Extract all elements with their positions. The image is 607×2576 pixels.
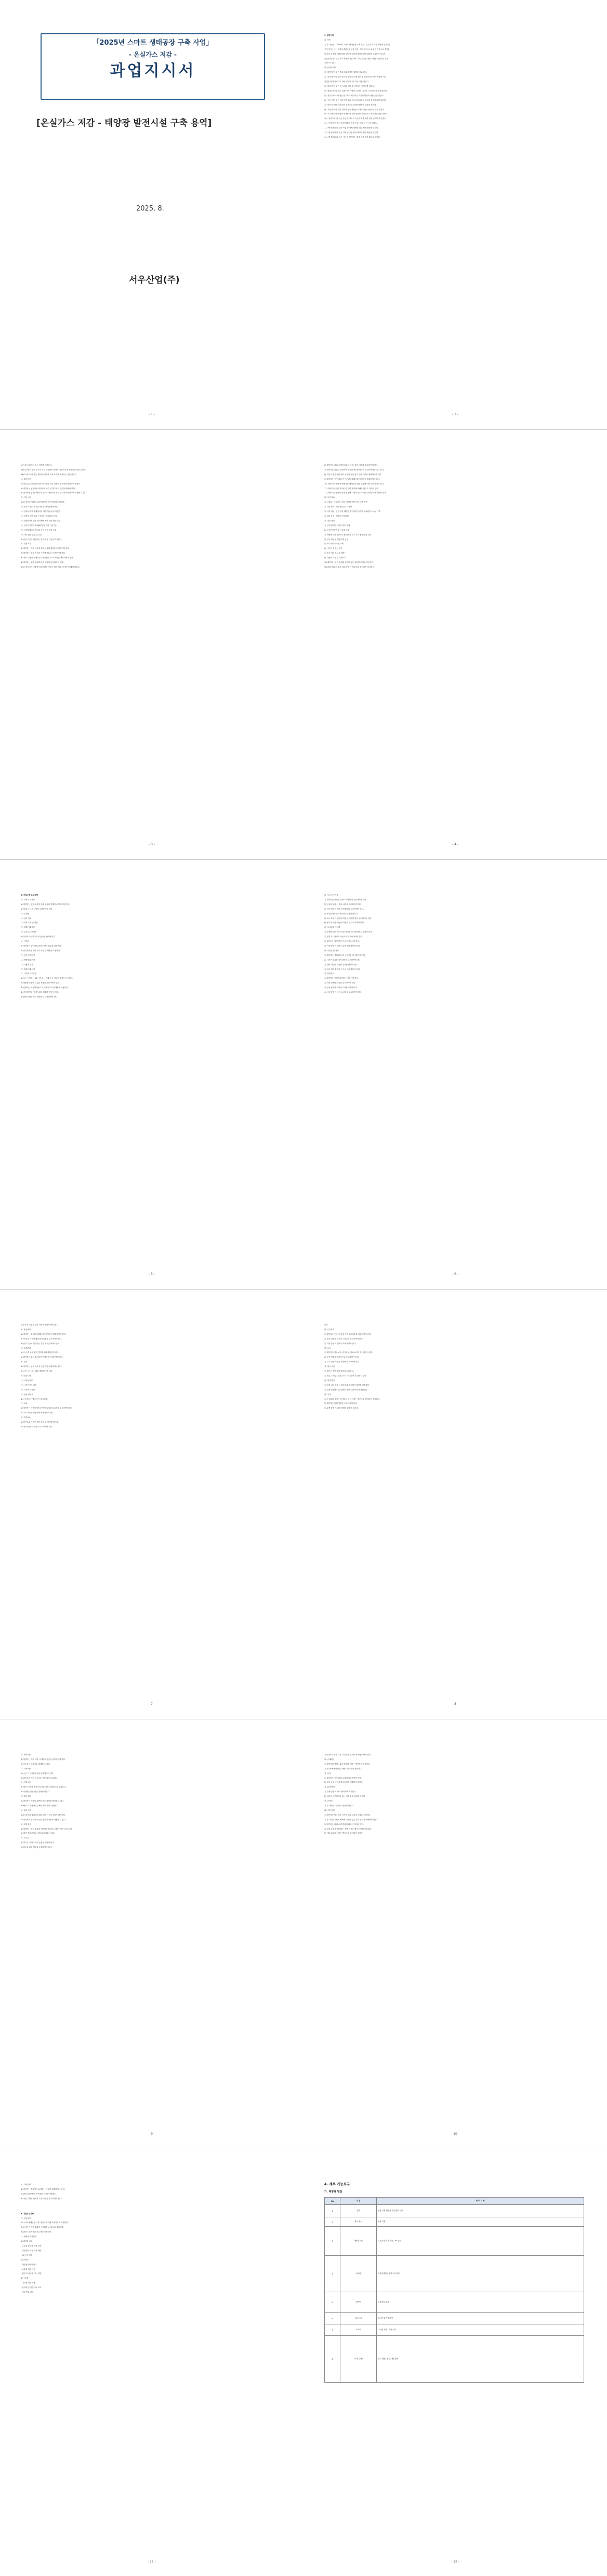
text-line: 2) 지체상금률은 관련 법령에 따른다. (21, 1791, 50, 1793)
text-line: 3) 분쟁 발생 시 관할 법원의 판결에 따른다. (324, 1407, 359, 1410)
text-line: 5) 모니터링 시스템 구축 (324, 543, 344, 545)
page-body (21, 463, 281, 570)
text-line: 2) 제3자에게 발생한 손해도 계약자가 책임진다. (324, 1767, 362, 1770)
text-line: 다. 지체상금 (21, 1781, 31, 1784)
page-5 (0, 860, 304, 1289)
text-line: 2) 인버터 (21, 2258, 29, 2261)
text-line: 1) 하자보수 기간은 관련 법령 및 계약에 따른다. (21, 1421, 59, 1424)
text-line: 1) 계약자는 과업 수행 중 알게 된 정보를 누설하여서는 아니 된다. (21, 1828, 73, 1830)
text-line: 1) 착수일로부터 준공일까지로 하며, 세부 일정은 발주자와 협의하여 정한다. (21, 482, 81, 485)
table-row (325, 2313, 584, 2324)
column-header: 세 부 사 항 (377, 2198, 584, 2205)
text-line: 1) 과업 내용 변경 시 발주자와 협의하여 계약을 변경한다. (324, 1384, 370, 1386)
text-line: 3) 관련 기술기준을 준수하여 시공한다. (21, 2231, 52, 2233)
text-line: 2) 구조물 설치 시 방수 처리에 유의하여야 한다. (324, 903, 362, 905)
spec-table (324, 2197, 584, 2383)
text-line: 라) 기자재 보증서 (21, 1388, 35, 1391)
text-line: 6) 공사 중 공장 가동에 지장이 없도록 하여야 한다. (324, 922, 364, 924)
text-line: 1) 본 과업지시서에 명시되지 않은 사항은 발주자와 협의하여 결정한다. (324, 1398, 380, 1400)
text-line: 2) 보험 증권 사본을 발주자에게 제출하여야 한다. (324, 1781, 363, 1784)
text-line: 2) 계약 종료 후에도 비밀 유지 의무가 있다. (21, 1832, 55, 1835)
row-category: 인버터 (340, 2256, 377, 2292)
text-line: 하. 보고 (324, 1347, 331, 1349)
text-line: 1) 계약자는 설치 완료 후 시운전을 실시하여야 한다. (324, 954, 366, 956)
text-line: 3) 천재지변 등 불가항력의 사유로 지연되는 경우 발주자와 협의하여 조정할 수 있다. (21, 492, 87, 494)
row-category: 모니터링 (340, 2313, 377, 2324)
text-line: 3) 전기 배선은 관련 기준에 따라 시공하여야 한다. (324, 908, 364, 910)
text-line: 2) 온실가스 저감 효과를 극대화할 수 있도록 설계한다. (21, 2226, 64, 2229)
text-line: 나. 인허가 (21, 940, 29, 943)
table-title: 가. 태양광 발전 (324, 2190, 342, 2193)
text-line: 2) 태양광 모듈은 고효율 제품을 사용하여야 한다. (21, 982, 60, 984)
text-line: 구축 용역」에 「스마트생태공장 구축 사업」이에 한다.)으로 관련 기준으로 충족함 (324, 48, 390, 50)
column-header: No (325, 2198, 340, 2205)
text-line: 다) 사용전검사 필증 (21, 1384, 37, 1386)
text-line: - 지붕 방수 처리 (21, 2291, 34, 2294)
text-line: 1) 계약자는 공사 관련 보험에 가입하여야 한다. (324, 1777, 362, 1779)
text-line: 2) 하자보증 기간 내 하자는 계약자가 보수한다. (21, 1777, 58, 1779)
text-line: 1) 본 과업은 아래의 관련 법령 및 기준에 따라 수행한다. (21, 501, 65, 504)
text-line: 가) 준공도면 (21, 1374, 31, 1377)
page-body (324, 463, 584, 570)
row-detail: 실시간 발전량 확인 (377, 2313, 584, 2324)
text-line: 1) 준공 시 하자보증금을 납부하여야 한다. (21, 1772, 54, 1775)
text-line: 3) 설계도서는 발주자의 승인을 받아야 한다. (21, 936, 56, 938)
table-row (325, 2336, 584, 2383)
cover-project-name: [온실가스 저감 - 태양광 발전시설 구축 용역] (36, 118, 212, 128)
page-body (21, 2183, 281, 2295)
text-line: 1) 계약자는 공사 완료 후 준공계를 제출하여야 한다. (21, 1365, 62, 1368)
page-2 (304, 0, 607, 429)
page-number: - 6 - (452, 1272, 458, 1276)
text-line: 1) 본 계약은 대한민국 법률에 따른다. (324, 1804, 354, 1807)
text-line: 5) 불량 자재는 즉시 반출하고 교체하여야 한다. (21, 995, 58, 998)
text-line: 2) 본 과업지시서의 해석에 이견이 있는 경우 발주자의 해석에 따른다. (324, 1818, 379, 1821)
text-line: 7) 계약자는 과업과 관련하여 취득한 정보를 외부에 누설하여서는 아니 된다. (324, 468, 385, 471)
cover-title: 과업지시서 (110, 62, 196, 80)
text-line: 12) 계약자는 공사 중 공장 운영에 지장이 없도록 작업 일정을 조정하여야 한다. (324, 492, 387, 494)
text-line: 7) 준공 서류 작성 및 제출 (324, 552, 345, 555)
row-number: 6 (325, 2313, 340, 2324)
table-row (325, 2227, 584, 2256)
row-number: 8 (325, 2336, 340, 2383)
text-line: 3) 고장 발생 시 신속히 조치하여야 한다. (324, 1342, 357, 1345)
text-line: 바) 신재생에너지 설비의 지원 등에 관한 지침 (21, 529, 57, 531)
text-line: 나. 태양광 발전설비 (21, 2236, 37, 2238)
text-line: 유지관리를 위한 교육, 기술지원 및 자료를 제공하여야 한다. (324, 1754, 372, 1756)
text-line: 1) 실시설계 및 인허가 업무 일체 (324, 524, 350, 527)
text-line: 1) "계약자"라 함은 발주자와 계약을 체결한 자로 한다. (324, 71, 367, 74)
text-line: - 고효율 단결정 모듈 사용 (21, 2244, 42, 2247)
text-line: 차. 분쟁 해결 (324, 1786, 335, 1789)
row-number: 7 (325, 2324, 340, 2336)
text-line: 나. 하자보증 (21, 1767, 31, 1770)
text-line: 1) 발전량, 설비 상태 등을 실시간으로 확인할 수 있어야 한다. (324, 931, 373, 934)
text-line: 3) "관리자"라 함은 본 사업의 현장을 담당하는 책임자를 말한다. (324, 85, 375, 87)
page-number: - 9 - (149, 2132, 155, 2136)
section-heading: 2. 사업수행 요구사항 (21, 894, 38, 896)
row-detail: 공장 지붕 (377, 2217, 584, 2227)
text-line: 3) 품질 기준에 미달하는 경우 재시공하여야 한다. (21, 1342, 60, 1345)
row-category: 총괄 (340, 2205, 377, 2217)
text-line: 사. 안전관리 (324, 972, 334, 975)
text-line: 3) 준공검사는 발주자가 실시한다. (21, 1398, 48, 1400)
page-11 (0, 2149, 304, 2576)
text-line: 9) "모니터링"이라 함은 발전량 및 설비 상태를 실시간으로 확인하는 것을 말한다. (324, 113, 388, 115)
text-line: 12) "안전관리"라 함은 작업 중 재해 예방을 위한 제반 활동을 말한다. (324, 127, 379, 129)
page-number: - 10 - (451, 2132, 459, 2136)
text-line: 3) 사업 내용 : 공장 지붕 태양광 발전설비 설치 및 모니터링 시스템 구축 (324, 510, 381, 513)
page-number: - 3 - (149, 843, 155, 846)
text-line: 2) 폐기물은 분리 수거하여 적법하게 처리하여야 한다. (21, 1356, 63, 1359)
text-line: 바. 사업 개요 (324, 496, 335, 499)
text-line: 14) "환경관리"라 함은 시공 중 발생하는 환경 영향 저감 활동을 말한다. (324, 136, 380, 138)
row-category: 태양광모듈 (340, 2227, 377, 2256)
text-line: 바. 시운전 및 검사 (324, 949, 339, 952)
text-line: 2) 시운전 결과를 감독관에게 보고하여야 한다. (324, 958, 361, 961)
text-line: 2) 선금, 기성금, 준공금으로 구분하여 지급할 수 있다. (324, 1374, 367, 1377)
row-number: 4 (325, 2256, 340, 2292)
row-detail: 계통연계형 / 원격 모니터링 (377, 2256, 584, 2292)
page-3 (0, 430, 304, 859)
text-line: 가) 전기사업법, 전기공사업법, 전기안전관리법 (21, 506, 58, 508)
text-line: 8) 사용자 교육 및 하자보수 (324, 557, 346, 559)
text-line: 5) 기타 필요한 사항은 발주자와 협의하여 정한다. (324, 1832, 363, 1835)
text-line: 4) 설치 용량 : 설계도서에 의함 (324, 515, 349, 517)
text-line: 다. 기자재 요구사항 (21, 972, 37, 975)
text-line: 3) 안전 장비를 비치하고 착용하여야 한다. (324, 987, 358, 989)
page-8 (304, 1290, 607, 1719)
text-line: 1) 계약자는 준공 후 일정 기간 유지보수를 지원하여야 한다. (324, 1333, 372, 1335)
page-body (324, 1753, 584, 1836)
text-line: 가. 목적 (324, 38, 331, 41)
text-line: 효율을 높이고 온실가스 배출을 저감하여, 지속 가능한 생산 기반을 마련하는 것을 (324, 57, 388, 60)
page-number: - 11 - (148, 2560, 156, 2564)
row-detail: 공장 지붕 태양광 발전설비 구축 (377, 2205, 584, 2217)
text-line: 1) 계약 기간 내 준공하지 못한 경우 지체상금을 부과한다. (21, 1786, 67, 1789)
text-line: 3) 과업 수행에 필요한 모든 사항을 준수하여야 한다. (21, 2197, 62, 2200)
text-line: 차. 준공 (21, 1361, 28, 1363)
text-line: 5) 본 과업지시서에 명시되지 않은 사항은 관계 법령 및 일반 관례에 따른다. (21, 566, 80, 568)
text-line: 3) 관련 기관의 사용전 검사를 받아야 한다. (324, 963, 358, 966)
text-line: 2) 작업 전 안전교육을 실시하여야 한다. (324, 982, 356, 984)
text-line: 업체 또는 기술자 등의 자료를 제출하여야 한다. (21, 1324, 58, 1326)
text-line: 5) 고소 작업 시 안전대 착용 등 안전수칙을 준수하여야 한다. (324, 917, 372, 919)
text-line: - 풍하중 및 적설하중 고려 (21, 2286, 42, 2289)
text-line: 아. 품질관리 (21, 1328, 31, 1331)
text-line: 2) 보증금은 보증서로 대체할 수 있다. (21, 1763, 50, 1765)
text-line: 마. 모니터링 시스템 (324, 926, 340, 929)
text-line: 2) 계약자는 공정표를 작성하여 착수 전 발주자의 승인을 받아야 한다. (21, 487, 75, 490)
text-line: 2) 계약자는 발주자의 승인 없이 결과물을 사용할 수 없다. (21, 1818, 67, 1821)
text-line: 3) 인버터는 계통연계형으로 효율이 우수한 제품을 사용한다. (21, 987, 69, 989)
text-line: 가) 일사량 (21, 912, 29, 915)
text-line: 4) 이상 발생 시 알림 기능을 제공하여야 한다. (324, 944, 361, 947)
text-line: 4) 접지공사는 한국전기설비규정에 따른다. (324, 912, 358, 915)
text-line: 1) 본 사업은 「2025년 스마트 생태공장 구축 사업 - 온실가스 저감-태양광 발전시설 (324, 43, 391, 46)
text-line: 2) 관련 법령 변경 시 변경된 기준을 적용한다. (21, 2192, 57, 2195)
text-line: 4) 기자재 반입 시 감독관의 검수를 받아야 한다. (21, 991, 59, 994)
text-line: 10) "유지보수"라 함은 준공 후 설비의 기능 유지를 위한 점검 및 보수를 말한다. (324, 117, 387, 120)
text-line: 2) 하도급 관련 법령을 준수하여야 한다. (21, 1846, 52, 1849)
text-line: 1) 계약자는 안전관리자를 선임하여야 한다. (324, 977, 359, 980)
text-line: 2) 준공 시 다음 서류를 제출하여야 한다. (21, 1370, 53, 1373)
table-header-row (325, 2198, 584, 2205)
text-line: 카. 교육 (21, 1402, 28, 1405)
text-line: 1) 계약자는 현장 조사를 통해 최적의 설계를 수행하여야 한다. (21, 903, 70, 905)
text-line: 바. 비밀 유지 (21, 1823, 31, 1825)
table-row (325, 2205, 584, 2217)
text-line: 2) "감독관"이라 함은 공사의 품질 및 안전 관리를 위하여 발주자가 지정한 자로 (324, 76, 387, 78)
page-number: - 8 - (452, 1702, 458, 1706)
text-line: 11) "인허가"라 함은 관련 법령에 따른 신고, 허가, 승인 등을 말한다. (324, 122, 378, 125)
text-line: 2) 계약자는 현장 여건을 사전에 충분히 조사하여야 한다. (21, 552, 66, 555)
text-line: 1) 계약자는 발전사업 관련 인허가 업무를 대행한다. (21, 944, 62, 947)
text-line: 자. 보험 (324, 1772, 331, 1775)
text-line: 7) "하자"라 함은 시공상의 잘못으로 인하여 발생한 결함을 말한다. (324, 103, 377, 106)
text-line: 1) 계약자의 귀책사유로 발생한 손해는 계약자가 배상한다. (324, 1763, 371, 1765)
text-line: 마. 기타사항 (21, 2184, 31, 2186)
text-line: 사. 하도급 (21, 1837, 29, 1839)
text-line: 목적으로 한다. (324, 62, 336, 64)
section-heading: 4. 세부 기능요구 (324, 2182, 350, 2186)
text-line: 2) 사업 장소 : 서우산업(주) 사업장 (324, 506, 352, 508)
text-line: 더. 기타 (324, 1393, 331, 1396)
text-line: 카. 준거법 (324, 1800, 333, 1803)
page-body (324, 33, 584, 140)
text-line: 라. 계약 해지 (21, 1795, 31, 1798)
page-4 (304, 430, 607, 859)
text-line: 가) 계약자는 과업 범위에 포함된 모든 업무를 수행하여야 한다. (324, 561, 374, 564)
text-line: 1) 계약자가 계약을 위반한 경우 계약을 해지할 수 있다. (21, 1800, 64, 1803)
text-line: 1) 계약자는 발주자의 지시에 따라 성실히 과업을 수행한다. (324, 1813, 371, 1816)
text-line: 4) 검사 결과 불합격 시 즉시 보완하여야 한다. (324, 968, 361, 970)
spacer (21, 2201, 281, 2212)
text-line: 2) 해지 시 발생하는 손해는 계약자가 부담한다. (21, 1804, 58, 1807)
page-number: - 1 - (149, 413, 155, 416)
text-line: 타. 기타 사항 (324, 1809, 335, 1811)
text-line: - 고효율 제품 사용 (21, 2268, 35, 2270)
text-line: 다) 건축법, 건축물의 구조기준 등에 관한 규칙 (21, 515, 57, 517)
table-row (325, 2324, 584, 2336)
text-line: 2) 구조안전진단 및 구조물 보강 (324, 529, 350, 531)
text-line: 2) 교육 자료를 작성하여 제공하여야 한다. (21, 1412, 54, 1414)
page-body (21, 1323, 281, 1429)
text-line: - KS 인증 제품 (21, 2254, 33, 2256)
text-line: 자. 환경관리 (21, 1347, 31, 1349)
page-body (21, 893, 281, 1000)
page-body (324, 893, 584, 995)
text-line: 거. 대금 지급 (324, 1365, 335, 1368)
text-line: 가) 전기사업 허가 (21, 954, 35, 956)
text-line: 나) 과업 범위 외 추가 업무 발생 시 발주자와 협의하여 처리한다. (324, 566, 375, 568)
text-line: 타. 하자보수 (21, 1416, 31, 1419)
row-detail: 전기 배선, 접지, 계통연계 (377, 2336, 584, 2383)
text-line: 2) 정기 점검을 실시하고 결과를 보고하여야 한다. (324, 1337, 363, 1340)
row-number: 2 (325, 2217, 340, 2227)
text-line: 4) "설계도서"라 함은 설계도면, 시방서, 공사비 내역서, 구조계산서 등을 말한다. (324, 89, 388, 92)
text-line: 1) 분쟁 발생 시 상호 협의하여 해결한다. (324, 1791, 357, 1793)
text-line: 아. 손해배상 (324, 1758, 334, 1760)
row-category: 설치 위치 (340, 2217, 377, 2227)
row-number: 3 (325, 2227, 340, 2256)
text-line: 2) 협의가 이루어지지 않는 경우 관할 법원에 따른다. (324, 1795, 366, 1798)
text-line: 4) 계약자는 관계 법령에 따른 보험에 가입하여야 한다. (21, 561, 64, 564)
section-heading: 1. 일반사항 (324, 34, 334, 36)
text-line: 1) 하도급 시 발주자의 승인을 받아야 한다. (21, 1842, 55, 1844)
row-detail: 고효율 단결정 모듈 / KS 인증 (377, 2227, 584, 2256)
cover-date: 2025. 8. (136, 205, 164, 213)
table-row (325, 2292, 584, 2313)
text-line: 3) 데이터는 일정 기간 이상 저장되어야 한다. (324, 940, 360, 943)
text-line: 다) 사용전 검사 (21, 963, 33, 966)
text-line: 16) "보증"이라 함은 계약의 이행 및 하자 보수를 보장하는 것을 말한다. (21, 473, 77, 476)
text-line: 및 제조 공정의 친환경화를 위하여 설비에 태양광 발전설비를 도입하여 에너지 (324, 52, 386, 55)
text-line: 라) 계통연계 조건 (21, 926, 35, 929)
page-number: - 2 - (452, 413, 458, 416)
text-line: 3) 과업 수행 중 발생하는 모든 안전사고의 책임은 계약자에게 있다. (21, 557, 74, 559)
page-body (21, 1753, 281, 1850)
text-line: 2) 하자 발생 시 신속히 보수하여야 한다. (21, 1425, 53, 1428)
text-line: 3) 태양광 모듈, 인버터, 접속반 등 주요 기자재 공급 및 설치 (324, 533, 372, 536)
page-7 (0, 1290, 304, 1719)
text-line: 한다. (324, 1324, 328, 1326)
text-line: 1) 계약자는 착수보고, 중간보고, 완료보고를 실시하여야 한다. (324, 1351, 373, 1354)
text-line: 3) 주요 변경 사항은 사전에 보고하여야 한다. (324, 1361, 360, 1363)
text-line: 라) 산업안전보건법, 중대재해 처벌 등에 관한 법률 (21, 519, 61, 522)
text-line: 마) 운영 매뉴얼 (21, 1393, 33, 1396)
text-line: 마) 유지보수 편의성 (21, 931, 37, 934)
section-heading: 3. 기술요구사항 (21, 2212, 34, 2215)
text-line: - 내식성 재질 사용 (21, 2282, 35, 2284)
page-10 (304, 1719, 607, 2149)
text-line: 1) 공사 중 소음, 분진 발생을 최소화하여야 한다. (21, 1351, 59, 1354)
text-line: 10) 계약자는 공사 중 발생하는 폐기물을 관련 법령에 따라 처리하여야 한다. (324, 482, 384, 485)
text-line: 가. 설계 요구사항 (21, 898, 35, 901)
text-line: 2) 계약자는 관련 법령을 준수하여야 한다. (324, 1402, 358, 1405)
text-line: - 계통연계형 인버터 (21, 2263, 37, 2266)
text-line: 1) 계약자는 계약 체결 시 계약보증금을 납부하여야 한다. (21, 1758, 66, 1760)
text-line: 1) 계약자는 승인된 설계도서에 따라 시공하여야 한다. (324, 898, 367, 901)
text-line: 나) 시험성적서 (21, 1379, 33, 1382)
text-line: 11) 계약자는 인접 시설물 및 주변 환경에 피해가 없도록 하여야 한다. (324, 487, 379, 490)
row-category: 접속반 (340, 2292, 377, 2313)
row-detail: 보호장치 내장 (377, 2292, 584, 2313)
page-number: - 4 - (452, 843, 458, 846)
text-line: 6) 계약자는 과업 수행에 필요한 인력, 장비, 자재를 확보하여야 한다. (324, 464, 378, 466)
text-line: 13) "품질관리"라 함은 자재 및 시공 품질 확보를 위한 활동을 말한다. (324, 132, 379, 134)
text-line: 1) 계약자는 품질관리계획서를 작성하여 제출하여야 한다. (21, 1333, 67, 1335)
text-line: 마. 권리 귀속 (21, 1809, 31, 1811)
text-line: 1) 본 과업의 결과물에 대한 권리는 발주자에게 귀속된다. (21, 1813, 66, 1816)
cover-title-box (41, 33, 265, 100)
text-line: 나) 신에너지 및 재생에너지 개발·이용·보급 촉진법 (21, 510, 61, 513)
text-line: 라. 시공 요구사항 (324, 894, 338, 896)
page-body (324, 1323, 584, 1411)
text-line: 15) "검사"라 함은 발주자 또는 감독관이 계약의 이행 여부를 확인하는 것을 말한다. (21, 468, 86, 471)
text-line: 2) 설계 시 다음 사항을 고려하여야 한다. (21, 908, 53, 910)
page-number: - 12 - (451, 2560, 459, 2564)
text-line: 사. 과업 범위 (324, 519, 335, 522)
row-number: 5 (325, 2292, 340, 2313)
text-line: 2) 자재 및 시공에 대한 품질시험을 실시하여야 한다. (21, 1337, 62, 1340)
text-line: 마. 일반 조건 (21, 543, 31, 545)
cover-line-2: - 온실가스 저감 - (128, 51, 177, 58)
page-9 (0, 1719, 304, 2149)
text-line: 1) 계약자는 계약 내용에 따라 성실히 과업을 수행하여야 한다. (21, 547, 70, 550)
text-line: 파. 유지보수 (324, 1328, 334, 1331)
text-line: 1) 스마트생태공장 구축 사업의 취지에 부합하도록 수행한다. (21, 2222, 69, 2224)
text-line: 가. 공통사항 (21, 2217, 31, 2219)
text-line: 2) 공정 현황을 정기적으로 보고하여야 한다. (324, 1356, 360, 1359)
text-line: 너. 계약 변경 (324, 1379, 335, 1382)
text-line: 4) 사고 발생 시 즉시 보고하고 조치하여야 한다. (324, 991, 362, 994)
text-line: 라) 계통연계 신청 (21, 968, 35, 970)
text-line: 1) 모든 기자재는 KS 인증 또는 이와 동등 이상의 제품을 사용한다. (21, 977, 73, 980)
text-line: 1) 태양광 모듈 (21, 2240, 33, 2243)
text-line: 2) 설계 변경에 따른 비용은 관련 기준에 따라 정산한다. (324, 1388, 368, 1391)
text-line: 나) 개발행위 허가 (21, 958, 35, 961)
text-line: 패키 및 공급체의 모든 전후를 의미한다. (21, 464, 52, 466)
text-line: 4) 과업 수행 중 발생하는 제반 비용은 계약 금액에 포함된다. (324, 1828, 372, 1830)
text-line: - 변환효율 기준 이상 제품 (21, 2249, 42, 2252)
text-line: 8) "시운전"이라 함은 설비의 성능 확인을 위하여 정상 가동하는 것을 말한다. (324, 108, 385, 111)
page-1 (0, 0, 304, 429)
text-line: 3) 구조물 (21, 2277, 29, 2280)
page-number: - 7 - (149, 1702, 155, 1706)
row-category: 구조물 (340, 2324, 377, 2336)
row-number: 1 (325, 2205, 340, 2217)
text-line: 다) 지붕 구조 및 하중 (21, 922, 38, 924)
text-line: 가. 계약보증 (21, 1754, 31, 1756)
text-line: 나. 용어의 정의 (324, 67, 337, 69)
text-line: 4) 전기 배선 및 계통연계 공사 (324, 538, 348, 541)
text-line: 1) 대금은 계약 조건에 따라 지급한다. (324, 1370, 354, 1373)
text-line: 9) 계약자는 공사 착수 전 안전관리계획서를 작성하여 제출하여야 한다. (324, 478, 380, 480)
text-line: 2) 관련 기준이 변경되는 경우 최신 기준을 적용한다. (21, 538, 62, 541)
table-row (325, 2256, 584, 2292)
cover-line-1: 「2025년 스마트 생태공장 구축 사업」 (93, 39, 213, 47)
text-line: 1) 사업명 : 온실가스 저감 - 태양광 발전시설 구축 용역 (324, 501, 367, 504)
column-header: 구 분 (340, 2198, 377, 2205)
text-line: 1) 계약자는 사용자에게 운영 및 유지관리 교육을 실시하여야 한다. (21, 1407, 73, 1410)
text-line: 라. 적용 기준 (21, 496, 31, 499)
page-6 (304, 860, 607, 1289)
page-number: - 5 - (149, 1272, 155, 1276)
text-line: 8) 과업 수행 중 발주자의 요청이 있을 경우 관련 자료를 제출하여야 한다. (324, 473, 382, 476)
text-line: 나) 음영 영향 (21, 917, 32, 919)
row-category: 기타(부대) (340, 2336, 377, 2383)
text-line: 다. 계약기간 (21, 478, 31, 480)
text-line: 6) 시운전 및 성능 검증 (324, 547, 342, 550)
text-line: 사) 기타 관련 법령 및 기준 (21, 533, 42, 536)
cover-organization: 서우산업(주) (129, 275, 180, 285)
text-line: 3) 계약자는 과업 수행 결과에 대하여 책임을 진다. (324, 1823, 364, 1825)
text-line: 마) 한국전기설비규정(KEC) 및 관련 기술기준 (21, 524, 57, 527)
text-line: 6) "준공"이라 함은 계약 목적물의 시공을 완료하고 검사에 합격한 때를 말한다. (324, 99, 387, 101)
table-row (325, 2217, 584, 2227)
text-line: - 원격 모니터링 기능 지원 (21, 2272, 42, 2275)
text-line: 2) 인허가에 필요한 서류 작성 및 제출을 수행한다. (21, 949, 60, 952)
row-detail: 내식성 재질 / 하중 검토 (377, 2324, 584, 2336)
text-line: 5) "과업지시서"라 함은 발주자가 제시하는 과업의 범위와 내용 등을 말한다. (324, 94, 384, 97)
page-12 (304, 2149, 607, 2576)
text-line: 1) 계약자는 발주자가 요청하는 자료를 제출하여야 한다. (21, 2188, 65, 2190)
text-line: 2) 원격 모니터링이 가능하도록 구축하여야 한다. (324, 936, 363, 938)
text-line: 사업을 관리·감독하고 관련 서류를 검토하는 자를 말한다. (324, 81, 369, 83)
